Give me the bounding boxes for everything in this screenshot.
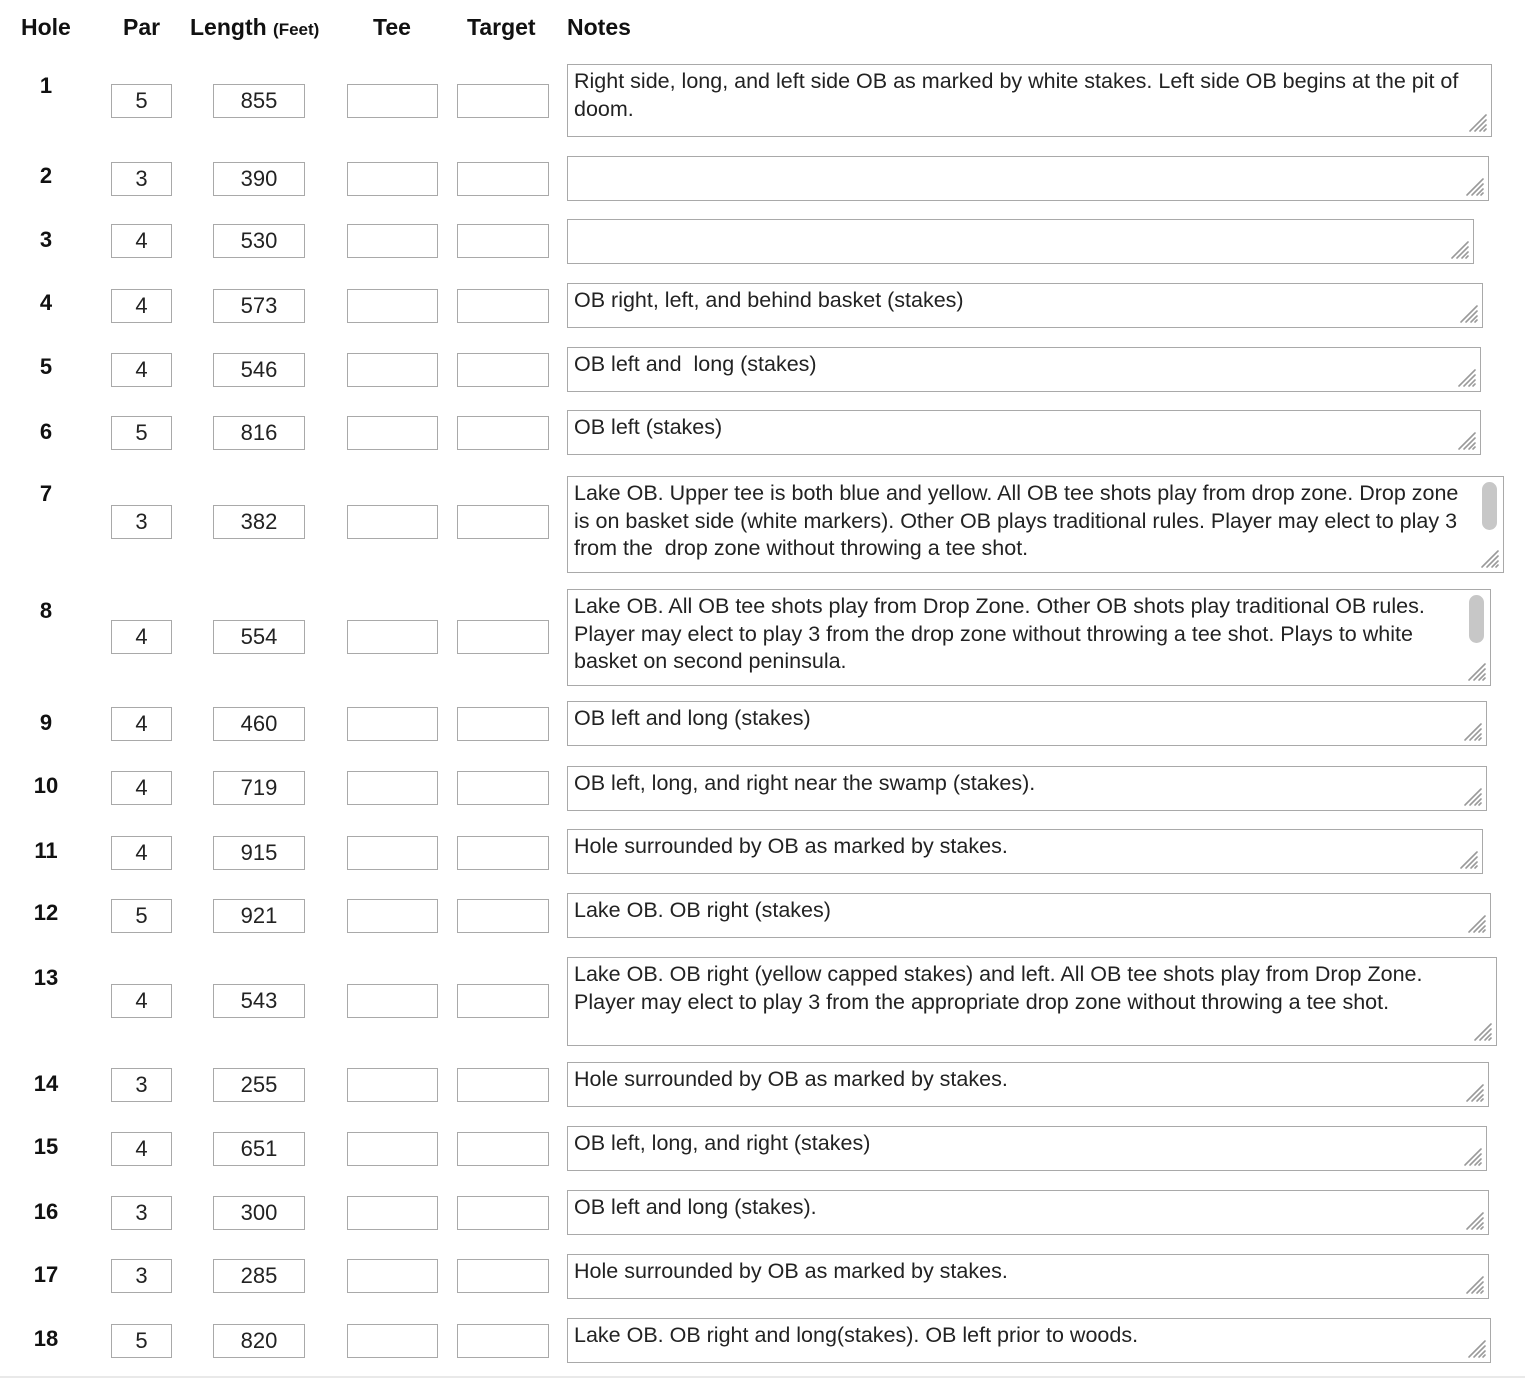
divider [0, 1376, 1525, 1378]
target-input[interactable] [457, 1259, 549, 1293]
length-input[interactable] [213, 707, 305, 741]
hole-number: 12 [33, 900, 59, 925]
notes-textarea[interactable] [567, 893, 1491, 938]
tee-input[interactable] [347, 620, 438, 654]
notes-text: Lake OB. OB right and long(stakes). OB left prior to woods. [574, 1323, 1139, 1347]
par-input[interactable] [111, 162, 172, 196]
resize-grip-icon[interactable] [1455, 846, 1479, 870]
par-input[interactable] [111, 707, 172, 741]
length-input[interactable] [213, 836, 305, 870]
par-input[interactable] [111, 620, 172, 654]
resize-grip-icon[interactable] [1461, 173, 1485, 197]
tee-input[interactable] [347, 162, 438, 196]
hole-number: 6 [39, 419, 53, 444]
resize-grip-icon[interactable] [1476, 545, 1500, 569]
notes-text: OB left, long, and right near the swamp (stakes). [574, 771, 1036, 795]
notes-text: Hole surrounded by OB as marked by stakes. [574, 834, 1008, 858]
tee-input[interactable] [347, 289, 438, 323]
hole-number: 18 [33, 1326, 59, 1351]
resize-grip-icon[interactable] [1461, 1207, 1485, 1231]
notes-text: OB left and long (stakes) [574, 706, 811, 730]
notes-text: Hole surrounded by OB as marked by stakes. [574, 1259, 1008, 1283]
hole-number: 2 [39, 163, 53, 188]
header-length-unit: (Feet) [273, 20, 320, 39]
length-input[interactable] [213, 224, 305, 258]
tee-input[interactable] [347, 224, 438, 258]
notes-textarea[interactable] [567, 589, 1491, 686]
resize-grip-icon[interactable] [1459, 718, 1483, 742]
header-target: Target [467, 14, 536, 40]
notes-text: Lake OB. OB right (yellow capped stakes) and left. All OB tee shots play from Drop Zone. Player may elect to play 3 from the appropriate drop zone without throwing a tee shot. [574, 962, 1435, 1014]
length-input[interactable] [213, 416, 305, 450]
hole-number: 15 [33, 1134, 59, 1159]
length-input[interactable] [213, 1068, 305, 1102]
notes-textarea[interactable] [567, 829, 1483, 874]
par-input[interactable] [111, 1132, 172, 1166]
notes-text: Lake OB. Upper tee is both blue and yellow. All OB tee shots play from drop zone. Drop zone is on basket side (white markers). Other OB plays traditional rules. Player may elect to play 3 from the drop zone without throwing a tee shot. [574, 481, 1465, 560]
target-input[interactable] [457, 1196, 549, 1230]
resize-grip-icon[interactable] [1453, 364, 1477, 388]
notes-text: Right side, long, and left side OB as marked by white stakes. Left side OB begins at the pit of doom. [574, 69, 1465, 121]
notes-textarea[interactable] [567, 347, 1481, 392]
length-input[interactable] [213, 1132, 305, 1166]
scrollbar-thumb[interactable] [1469, 595, 1484, 643]
hole-number: 10 [33, 773, 59, 798]
par-input[interactable] [111, 836, 172, 870]
notes-textarea[interactable] [567, 957, 1497, 1046]
length-input[interactable] [213, 1259, 305, 1293]
notes-text: OB right, left, and behind basket (stakes) [574, 288, 964, 312]
hole-number: 16 [33, 1199, 59, 1224]
notes-text: Lake OB. OB right (stakes) [574, 898, 831, 922]
resize-grip-icon[interactable] [1461, 1079, 1485, 1103]
length-input[interactable] [213, 620, 305, 654]
hole-number: 11 [34, 838, 58, 863]
hole-number: 17 [33, 1262, 59, 1287]
tee-input[interactable] [347, 836, 438, 870]
target-input[interactable] [457, 353, 549, 387]
par-input[interactable] [111, 984, 172, 1018]
resize-grip-icon[interactable] [1463, 658, 1487, 682]
tee-input[interactable] [347, 771, 438, 805]
par-input[interactable] [111, 899, 172, 933]
length-input[interactable] [213, 771, 305, 805]
length-input[interactable] [213, 899, 305, 933]
hole-number: 9 [39, 710, 53, 735]
notes-textarea[interactable] [567, 1190, 1489, 1235]
header-tee: Tee [373, 14, 411, 40]
tee-input[interactable] [347, 707, 438, 741]
notes-textarea[interactable] [567, 476, 1504, 573]
hole-number: 3 [39, 227, 53, 252]
tee-input[interactable] [347, 899, 438, 933]
notes-textarea[interactable] [567, 1062, 1489, 1107]
par-input[interactable] [111, 1068, 172, 1102]
header-notes: Notes [567, 14, 631, 40]
target-input[interactable] [457, 84, 549, 118]
par-input[interactable] [111, 771, 172, 805]
target-input[interactable] [457, 505, 549, 539]
resize-grip-icon[interactable] [1463, 910, 1487, 934]
par-input[interactable] [111, 416, 172, 450]
notes-textarea[interactable] [567, 1254, 1489, 1299]
hole-number: 5 [39, 354, 53, 379]
header-hole: Hole [21, 14, 71, 40]
hole-number: 1 [39, 73, 53, 98]
tee-input[interactable] [347, 84, 438, 118]
tee-input[interactable] [347, 1132, 438, 1166]
notes-textarea[interactable] [567, 1318, 1491, 1363]
target-input[interactable] [457, 162, 549, 196]
par-input[interactable] [111, 289, 172, 323]
notes-textarea[interactable] [567, 64, 1492, 137]
length-input[interactable] [213, 84, 305, 118]
length-input[interactable] [213, 289, 305, 323]
par-input[interactable] [111, 224, 172, 258]
tee-input[interactable] [347, 416, 438, 450]
target-input[interactable] [457, 899, 549, 933]
target-input[interactable] [457, 1324, 549, 1358]
target-input[interactable] [457, 1132, 549, 1166]
target-input[interactable] [457, 1068, 549, 1102]
length-input[interactable] [213, 162, 305, 196]
target-input[interactable] [457, 289, 549, 323]
hole-number: 14 [33, 1071, 59, 1096]
notes-text: OB left and long (stakes) [574, 352, 817, 376]
par-input[interactable] [111, 505, 172, 539]
tee-input[interactable] [347, 1324, 438, 1358]
notes-textarea[interactable] [567, 1126, 1487, 1171]
header-length-label: Length [190, 14, 267, 40]
target-input[interactable] [457, 416, 549, 450]
length-input[interactable] [213, 505, 305, 539]
resize-grip-icon[interactable] [1469, 1018, 1493, 1042]
tee-input[interactable] [347, 353, 438, 387]
length-input[interactable] [213, 984, 305, 1018]
notes-text: Lake OB. All OB tee shots play from Drop Zone. Other OB shots play traditional OB rules. Player may elect to play 3 from the drop zone without throwing a tee shot. Plays to white basket on second peninsula. [574, 594, 1431, 673]
resize-grip-icon[interactable] [1459, 783, 1483, 807]
resize-grip-icon[interactable] [1461, 1271, 1485, 1295]
tee-input[interactable] [347, 1068, 438, 1102]
resize-grip-icon[interactable] [1446, 236, 1470, 260]
par-input[interactable] [111, 1196, 172, 1230]
target-input[interactable] [457, 836, 549, 870]
tee-input[interactable] [347, 505, 438, 539]
par-input[interactable] [111, 84, 172, 118]
resize-grip-icon[interactable] [1459, 1143, 1483, 1167]
notes-text: Hole surrounded by OB as marked by stakes. [574, 1067, 1008, 1091]
notes-textarea[interactable] [567, 156, 1489, 201]
length-input[interactable] [213, 1324, 305, 1358]
par-input[interactable] [111, 1259, 172, 1293]
notes-text: OB left (stakes) [574, 415, 723, 439]
resize-grip-icon[interactable] [1463, 1335, 1487, 1359]
hole-number: 7 [39, 481, 53, 506]
notes-textarea[interactable] [567, 283, 1483, 328]
notes-text: OB left, long, and right (stakes) [574, 1131, 871, 1155]
notes-textarea[interactable] [567, 766, 1487, 811]
notes-textarea[interactable] [567, 219, 1474, 264]
target-input[interactable] [457, 224, 549, 258]
hole-number: 13 [33, 965, 59, 990]
target-input[interactable] [457, 984, 549, 1018]
resize-grip-icon[interactable] [1453, 427, 1477, 451]
notes-textarea[interactable] [567, 701, 1487, 746]
hole-number: 4 [39, 290, 53, 315]
resize-grip-icon[interactable] [1455, 300, 1479, 324]
length-input[interactable] [213, 353, 305, 387]
tee-input[interactable] [347, 984, 438, 1018]
notes-textarea[interactable] [567, 410, 1481, 455]
target-input[interactable] [457, 707, 549, 741]
target-input[interactable] [457, 771, 549, 805]
notes-text: OB left and long (stakes). [574, 1195, 817, 1219]
hole-number: 8 [39, 598, 53, 623]
header-par: Par [123, 14, 161, 40]
header-length [190, 14, 319, 41]
par-input[interactable] [111, 353, 172, 387]
target-input[interactable] [457, 620, 549, 654]
par-input[interactable] [111, 1324, 172, 1358]
scrollbar-thumb[interactable] [1482, 482, 1497, 530]
tee-input[interactable] [347, 1196, 438, 1230]
resize-grip-icon[interactable] [1464, 109, 1488, 133]
tee-input[interactable] [347, 1259, 438, 1293]
length-input[interactable] [213, 1196, 305, 1230]
